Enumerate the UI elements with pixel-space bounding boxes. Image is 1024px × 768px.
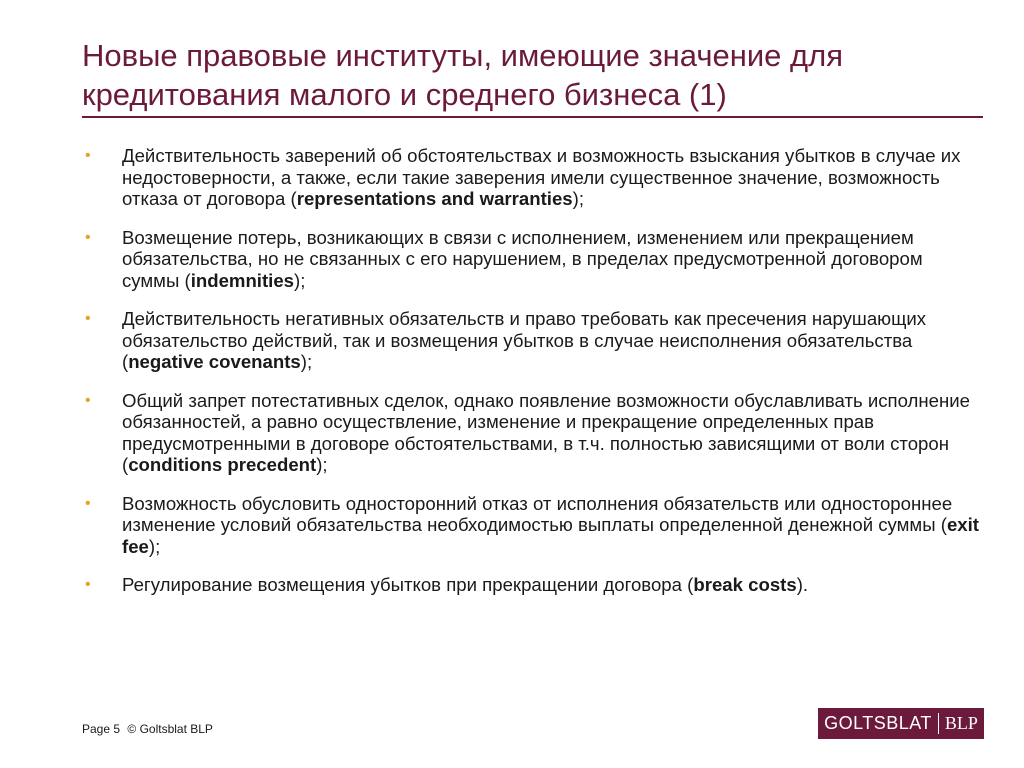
bullet-item [82,308,982,373]
bullet-item [82,145,982,210]
bullet-term: exit fee [122,514,979,557]
bullet-end: ); [300,351,313,372]
bullet-body: Действительность негативных обязательств и право требовать как пресечения нарушающих обязательство действий, так и возмещения убытков в случае неисполнения обязательства ( [122,308,927,372]
footer [82,722,217,736]
bullet-icon: • [85,576,91,593]
bullet-text [122,493,979,557]
bullet-term: break costs [693,574,797,595]
bullet-body: Регулирование возмещения убытков при прекращении договора ( [122,574,694,595]
bullet-text [122,145,960,209]
bullet-body: Возможность обусловить односторонний отказ от исполнения обязательств или одностороннее изменение условий обязательства необходимостью выплаты определенной денежной суммы ( [122,492,953,535]
logo-wordmark: GOLTSBLAT [824,713,932,733]
bullet-icon: • [85,494,91,512]
logo-abbreviation: BLP [944,713,978,733]
company-logo [818,708,984,739]
bullet-term: conditions precedent [128,454,317,475]
bullet-icon: • [85,147,91,164]
bullet-body: Общий запрет потестативных сделок, однако появление возможности обуславливать исполнение обязанностей, а равно осуществление, изменение и прекращение определенных прав предусмотренными в договоре обстоятельствами, в т.ч. полностью зависящими от воли сторон ( [122,389,970,475]
bullet-icon: • [85,391,91,409]
bullet-text [122,227,923,291]
title-divider [82,116,983,118]
bullet-text [122,390,970,476]
bullet-item [82,390,982,476]
bullet-end: ). [796,574,809,595]
bullet-list [82,145,982,613]
slide-title: Новые правовые институты, имеющие значение для кредитования малого и среднего бизнеса (1) [82,38,843,112]
bullet-end: ); [316,454,328,475]
bullet-end: ); [572,188,584,209]
bullet-term: representations and warranties [296,188,573,209]
logo-divider [938,713,939,734]
bullet-icon: • [85,228,91,246]
bullet-text [122,574,808,595]
bullet-body: Действительность заверений об обстоятельствах и возможность взыскания убытков в случае их недостоверности, а также, если такие заверения имели существенное значение, возможность отказа от договора ( [122,145,961,209]
bullet-term: negative covenants [128,351,301,372]
page-number: Page 5 [82,722,121,736]
bullet-end: ); [148,535,161,557]
bullet-end: ); [294,269,306,291]
bullet-text [122,308,926,372]
bullet-item [82,574,982,596]
bullet-icon: • [85,310,91,327]
copyright-text: © Goltsblat BLP [127,722,213,736]
bullet-item [82,227,982,292]
bullet-body: Возмещение потерь, возникающих в связи с исполнением, изменением или прекращением обязательства, но не связанных с его нарушением, в пределах предусмотренной договором суммы ( [122,226,923,291]
bullet-item [82,493,982,558]
bullet-term: indemnities [190,269,295,291]
